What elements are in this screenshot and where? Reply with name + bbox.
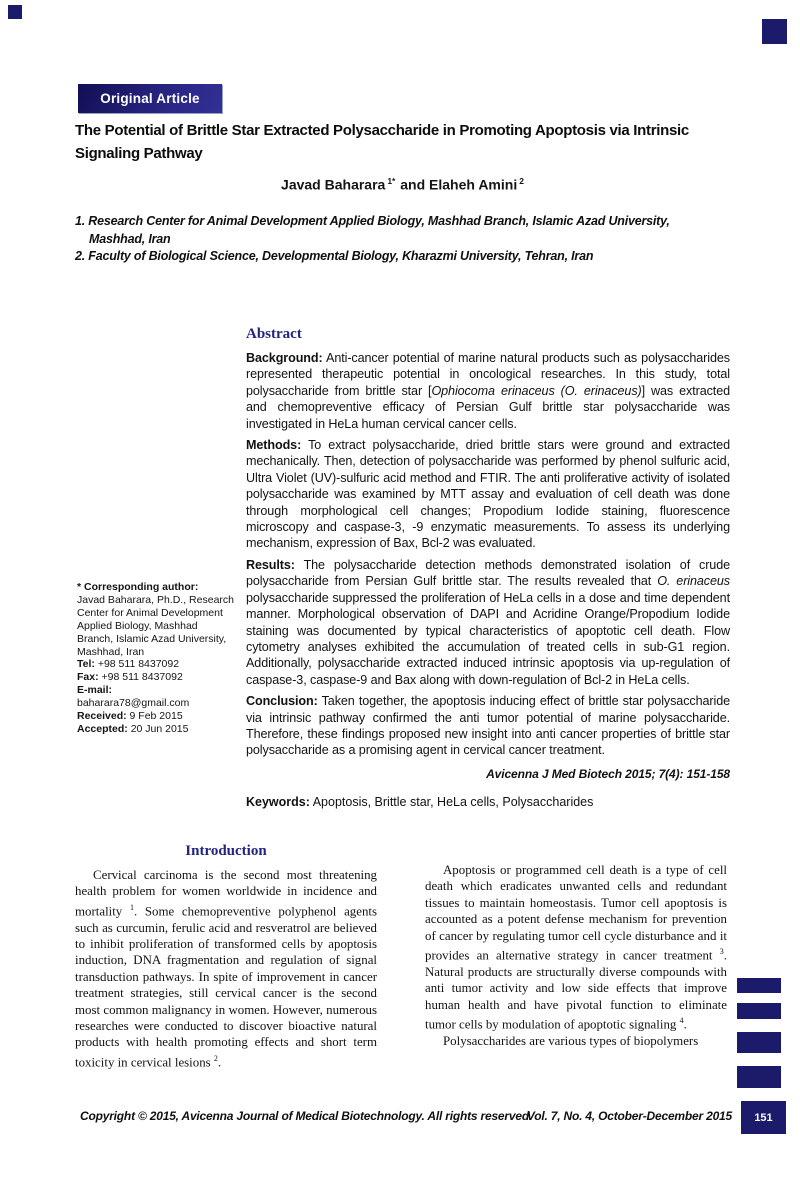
abstract-background [246, 350, 730, 432]
journal-citation: Avicenna J Med Biotech 2015; 7(4): 151-158 [486, 766, 730, 781]
margin-square-1 [737, 978, 781, 993]
results-label: Results: [246, 557, 295, 572]
received-date: 9 Feb 2015 [129, 710, 183, 723]
affiliation-1: 1. Research Center for Animal Development Applied Biology, Mashhad Branch, Islamic Azad University, [75, 214, 670, 228]
corresponding-author-block [77, 581, 235, 736]
introduction-paragraph-1 [75, 867, 377, 1070]
species-abbrev-italic: O. erinaceus [657, 574, 731, 589]
species-name-italic: Ophiocoma erinaceus (O. erinaceus) [431, 383, 642, 398]
keywords-text: Apoptosis, Brittle star, HeLa cells, Polysaccharides [312, 794, 594, 809]
corner-mark-top-left [8, 5, 22, 19]
intro-left-text-2: . Some chemopreventive polyphenol agents such as curcumin, ferulic acid and resveratrol are believed to inhibit proliferation of transformed cells by apoptosis induction, DNA fragmentation and regulation of signal transduction pathways. In spite of improvement in cancer treatment strategies, still cervical cancer is the second most common malignancy in women. However, numerous researches were conducted to discover bioactive natural products with health promoting effects and short term toxicity in cervical lesions [75, 904, 377, 1070]
accepted-date: 20 Jun 2015 [130, 722, 189, 735]
conclusion-label: Conclusion: [246, 694, 318, 709]
reference-4: 4 [679, 1015, 684, 1025]
author-2: Elaheh Amini [429, 176, 518, 193]
results-text-1: The polysaccharide detection methods demonstrated isolation of crude polysaccharide from Persian Gulf brittle star. The results revealed that [246, 557, 731, 589]
margin-square-2 [737, 1003, 781, 1019]
paper-title-line-1: The Potential of Brittle Star Extracted Polysaccharide in Promoting Apoptosis via Intrinsic [75, 122, 689, 139]
email-label: E-mail: [77, 684, 113, 697]
intro-left-text-3: . [217, 1055, 222, 1070]
intro-left-text-1: Cervical carcinoma is the second most threatening health problem for women worldwide in incidence and mortality [75, 868, 377, 919]
intro-right-text-2: . Natural products are structurally diverse compounds with anti tumor activity and low side effects that improve human health and have pivotal function to eliminate tumor cells by modulation of apoptotic signaling [425, 948, 727, 1032]
authors-line [75, 176, 731, 193]
authors-connector: and [396, 176, 430, 193]
abstract-methods [246, 437, 730, 552]
reference-1: 1 [129, 902, 134, 912]
affiliations [75, 213, 755, 266]
accepted-line [77, 723, 235, 736]
background-text-1: Anti-cancer potential of marine natural products such as polysaccharides represented therapeutic potential in oncological researches. In this study, total polysaccharide from brittle star [ [246, 351, 730, 398]
tel-line [77, 658, 235, 671]
background-label: Background: [246, 351, 323, 365]
methods-label: Methods: [246, 438, 302, 453]
introduction-right-column [425, 862, 727, 1049]
fax-line [77, 671, 235, 684]
conclusion-text: Taken together, the apoptosis inducing effect of brittle star polysaccharide via intrinsic pathway confirmed the anti tumor potential of marine polysaccharide. Therefore, these findings proposed new insight into anti cancer properties of brittle star polysaccharide as a promising agent in cervical cancer treatment. [246, 694, 731, 758]
fax-label: Fax: [77, 671, 99, 684]
intro-right-text-3: . [683, 1017, 687, 1032]
reference-3: 3 [719, 947, 724, 957]
accepted-label: Accepted: [77, 722, 128, 735]
author-1-superscript: 1* [387, 176, 396, 186]
received-line [77, 710, 235, 723]
introduction-paragraph-3: Polysaccharides are various types of biopolymers [443, 1033, 699, 1048]
tel-label: Tel: [77, 658, 95, 671]
article-type-label: Original Article [100, 91, 200, 106]
author-2-superscript: 2 [519, 176, 524, 186]
tel-value: +98 511 8437092 [97, 658, 180, 671]
abstract-section [246, 326, 730, 809]
author-1: Javad Baharara [281, 176, 386, 193]
article-type-badge [78, 84, 222, 113]
keywords-label: Keywords: [246, 794, 310, 809]
corresponding-author-label: * Corresponding author: [77, 581, 199, 593]
introduction-paragraph-2 [425, 862, 727, 1033]
margin-square-4 [737, 1066, 781, 1088]
footer-copyright: Copyright © 2015, Avicenna Journal of Medical Biotechnology. All rights reserved. [80, 1109, 533, 1123]
results-text-2: polysaccharide suppressed the proliferation of HeLa cells in a dose and time dependent manner. Morphological observation of DAPI and Acridine Orange/Propodium Iodide staining was documented by typical characteristics of apoptotic cell death. Flow cytometry analyses exhibited the accumulation of treated cells in sub-G1 region. Additionally, polysaccharide extracted induced intrinsic apoptosis via up-regulation of caspase-3, caspase-9 and Bax along with down-regulation of Bcl-2 in HeLa cells. [246, 590, 730, 687]
affiliation-2: 2. Faculty of Biological Science, Developmental Biology, Kharazmi University, Tehran, Iran [75, 249, 594, 263]
margin-square-3 [737, 1032, 781, 1053]
paper-title-line-2: Signaling Pathway [75, 145, 203, 162]
abstract-conclusion [246, 693, 730, 759]
page-number: 151 [754, 1111, 773, 1124]
methods-text: To extract polysaccharide, dried brittle stars were ground and extracted mechanically. Then, detection of polysaccharide was performed by phenol sulfuric acid, Ultra Violet (UV)-sulfuric acid method and FTIR. The anti proliferative activity of isolated polysaccharide was examined by MTT assay and evaluation of cell death was done through morphological cell changes; Propodium Iodide staining, fluorescence microscopy and caspase-3, -9 enzymatic measurements. To assess its underlying mechanism, expression of Bax, Bcl-2 was evaluated. [246, 438, 730, 551]
introduction-left-column [75, 843, 377, 1070]
reference-2: 2 [213, 1053, 218, 1063]
introduction-heading: Introduction [185, 843, 267, 859]
fax-value: +98 511 8437092 [101, 671, 183, 684]
affiliation-1-continued: Mashhad, Iran [89, 231, 171, 246]
footer-volume-info: Vol. 7, No. 4, October-December 2015 [526, 1109, 732, 1123]
corner-mark-top-right [762, 19, 787, 44]
email-address[interactable]: baharara78@gmail.com [77, 697, 190, 710]
background-text-2: ] was extracted and chemopreventive efficacy of Persian Gulf brittle star polysaccharide was investigated in HeLa human cervical cancer cells. [246, 383, 730, 431]
keywords-line [246, 795, 730, 809]
intro-right-text-1: Apoptosis or programmed cell death is a type of cell death which eradicates unwanted cells and redundant tissues to maintain homeostasis. Tumor cell apoptosis is accounted as a potent defense mechanism for prevention of cancer by regulating tumor cell cycle disturbance and it provides an alternative strategy in cancer treatment [425, 863, 727, 963]
corresponding-author-address: Javad Baharara, Ph.D., Research Center for Animal Development Applied Biology, Mashhad Branch, Islamic Azad University, Mashhad, Iran [77, 593, 234, 658]
abstract-results [246, 557, 730, 688]
page-number-box [741, 1101, 786, 1134]
paper-title [75, 119, 775, 165]
received-label: Received: [77, 710, 127, 723]
abstract-heading: Abstract [246, 326, 302, 342]
